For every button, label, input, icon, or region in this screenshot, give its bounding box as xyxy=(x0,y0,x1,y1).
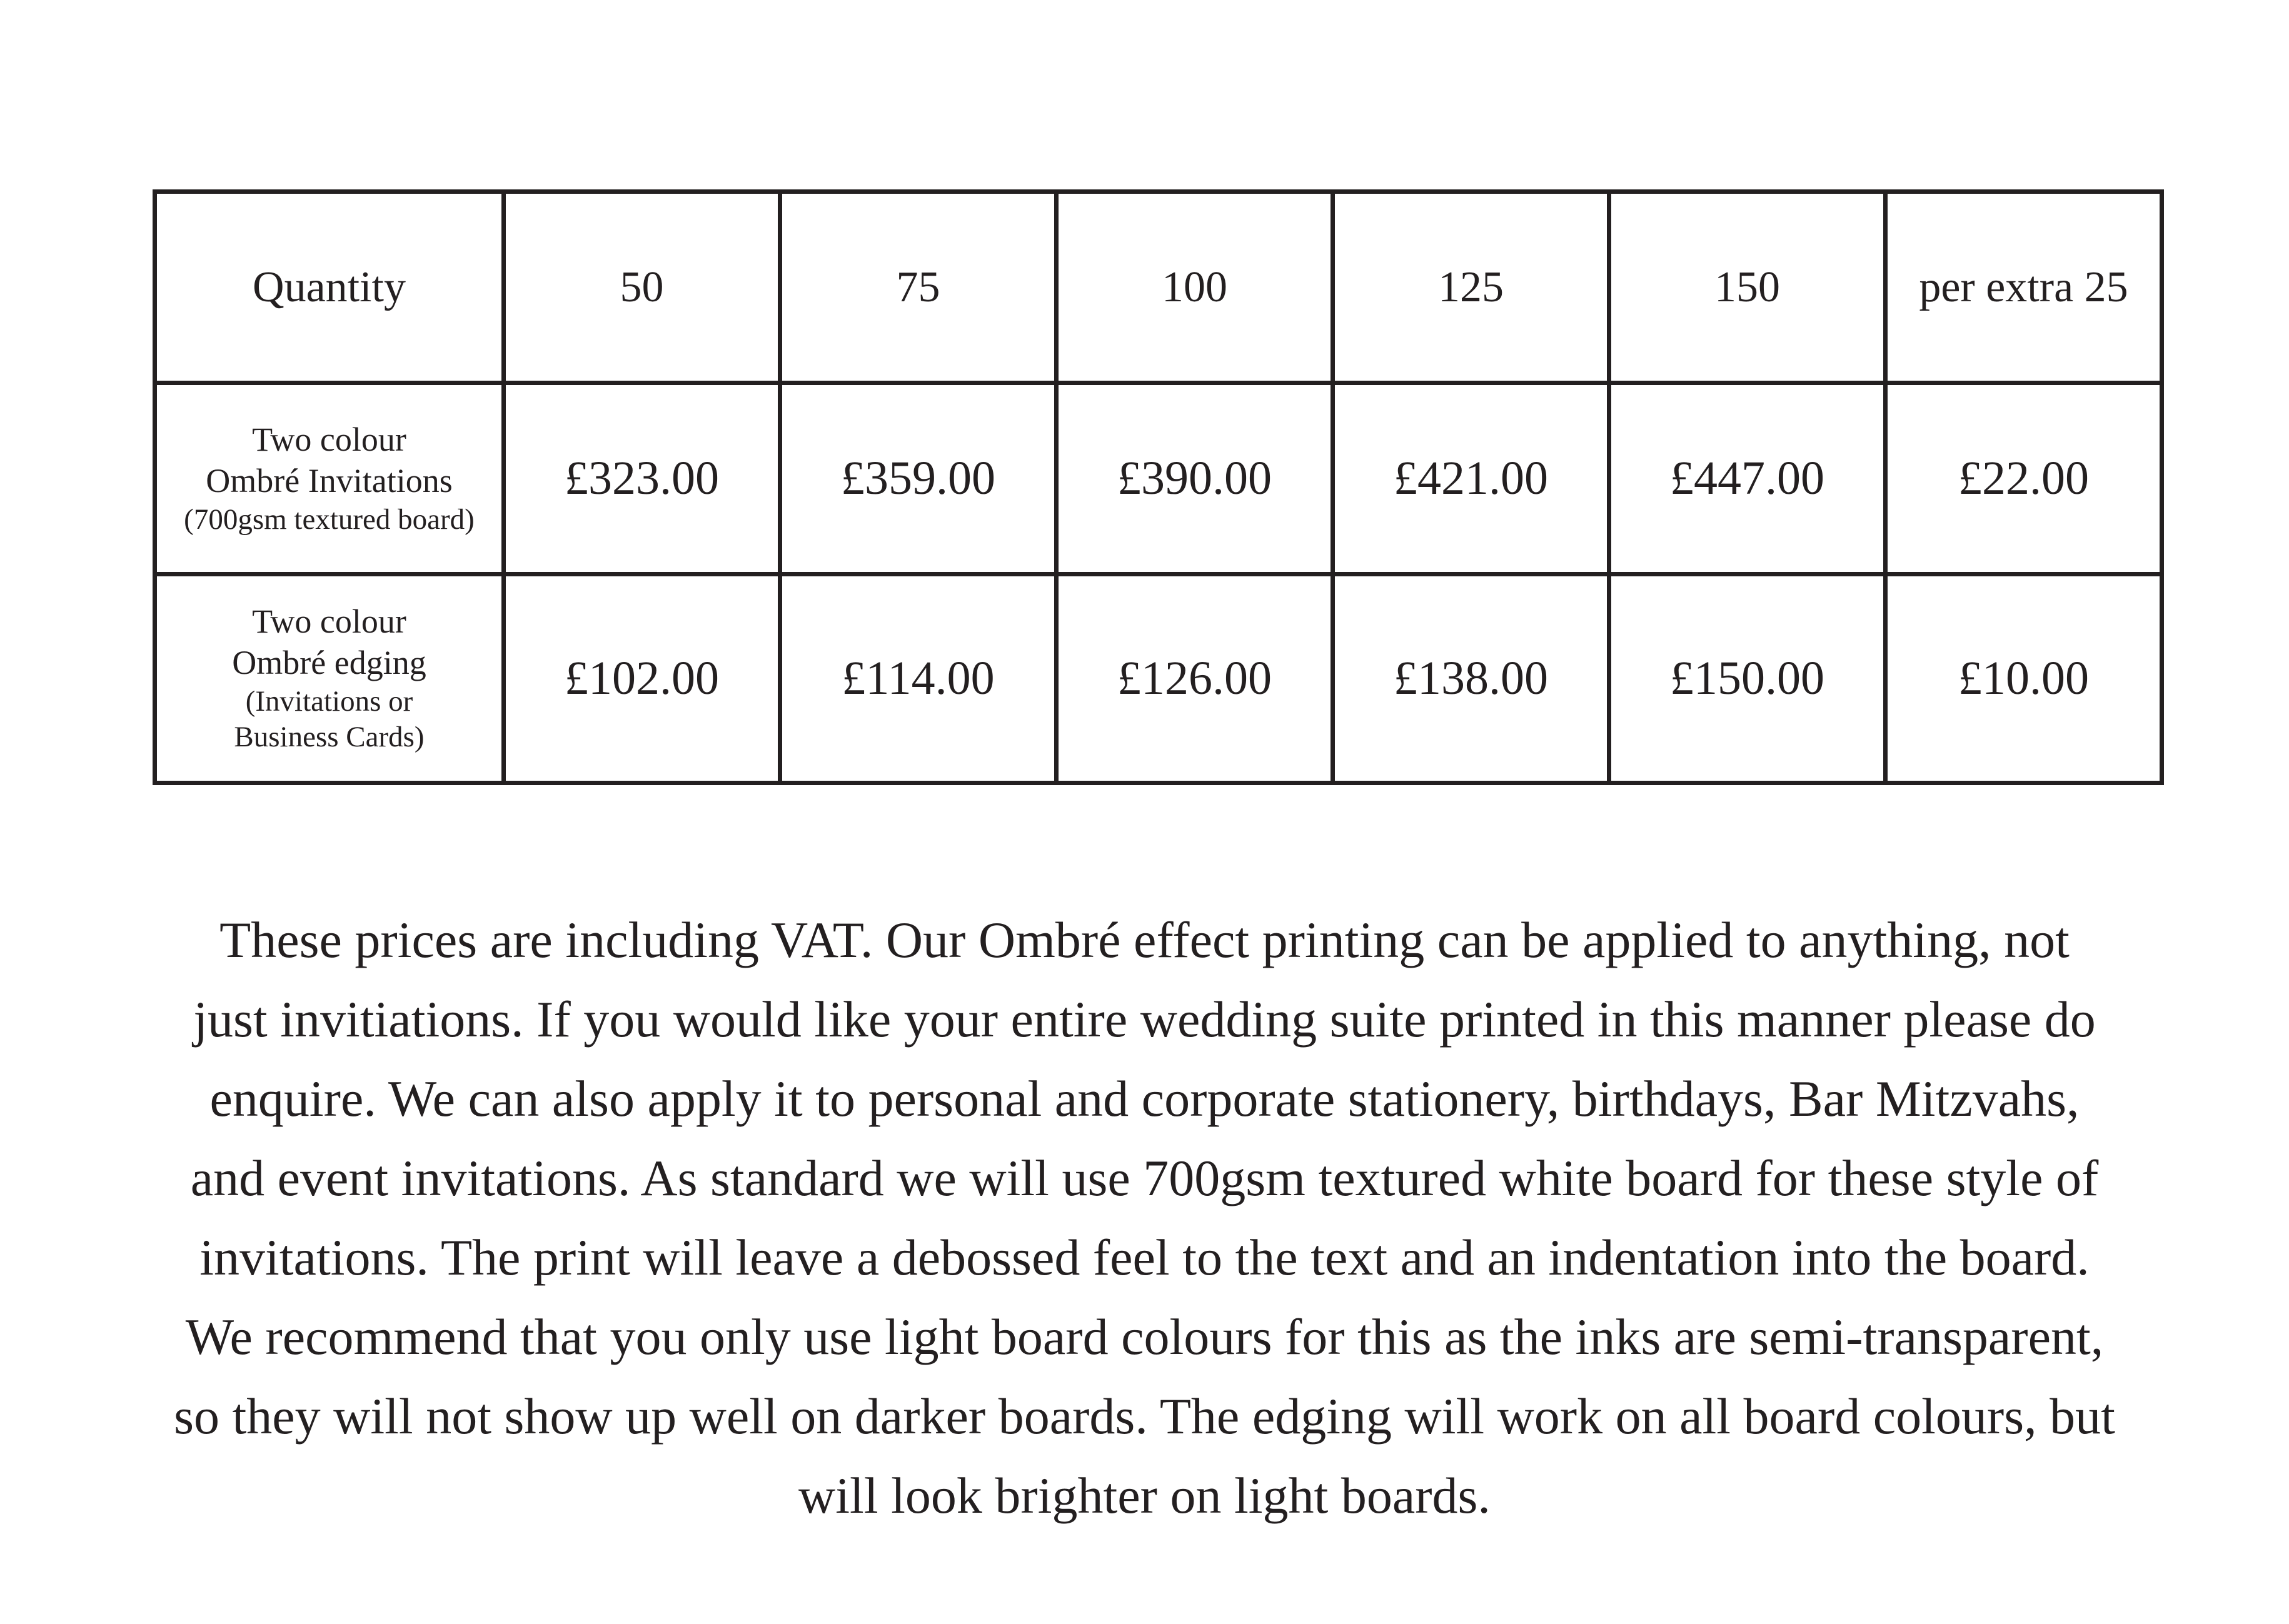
quantity-125: 125 xyxy=(1333,192,1609,383)
price-cell: £10.00 xyxy=(1886,574,2162,783)
pricing-description xyxy=(125,900,2164,1535)
price-cell: £390.00 xyxy=(1057,383,1333,574)
price-cell: £421.00 xyxy=(1333,383,1609,574)
price-cell: £138.00 xyxy=(1333,574,1609,783)
description-line: just invitiations. If you would like your entire wedding suite printed in this manner please do xyxy=(193,991,2096,1048)
price-cell: £359.00 xyxy=(780,383,1057,574)
price-cell: £22.00 xyxy=(1886,383,2162,574)
row-label-note: (Invitations or xyxy=(245,685,413,718)
price-cell: £126.00 xyxy=(1057,574,1333,783)
price-cell: £323.00 xyxy=(504,383,780,574)
table-row-ombre-edging xyxy=(155,574,2162,783)
row-label-line: Ombré edging xyxy=(232,644,426,682)
quantity-per-extra-25: per extra 25 xyxy=(1886,192,2162,383)
row-label-line: Two colour xyxy=(252,420,406,458)
row-label-line: Two colour xyxy=(252,603,406,641)
quantity-150: 150 xyxy=(1609,192,1886,383)
price-cell: £150.00 xyxy=(1609,574,1886,783)
quantity-50: 50 xyxy=(504,192,780,383)
quantity-100: 100 xyxy=(1057,192,1333,383)
table-header-row xyxy=(155,192,2162,383)
price-cell: £114.00 xyxy=(780,574,1057,783)
price-cell: £447.00 xyxy=(1609,383,1886,574)
description-line: so they will not show up well on darker boards. The edging will work on all board colours, but xyxy=(174,1388,2115,1445)
pricing-table xyxy=(153,189,2164,785)
row-label-line: Ombré Invitations xyxy=(206,461,453,499)
row-label-ombre-edging xyxy=(155,574,504,783)
price-cell: £102.00 xyxy=(504,574,780,783)
description-line: will look brighter on light boards. xyxy=(798,1467,1491,1524)
description-line: enquire. We can also apply it to personal and corporate stationery, birthdays, Bar Mitzvahs, xyxy=(209,1070,2080,1127)
description-line: invitations. The print will leave a debossed feel to the text and an indentation into the board. xyxy=(199,1229,2090,1286)
quantity-75: 75 xyxy=(780,192,1057,383)
row-label-note: Business Cards) xyxy=(234,721,425,754)
table-row-ombre-invitations xyxy=(155,383,2162,574)
row-label-ombre-invitations xyxy=(155,383,504,574)
quantity-header: Quantity xyxy=(155,192,504,383)
row-label-note: (700gsm textured board) xyxy=(184,503,475,536)
description-line: and event invitations. As standard we will use 700gsm textured white board for these style of xyxy=(190,1150,2099,1206)
description-line: These prices are including VAT. Our Ombré effect printing can be applied to anything, not xyxy=(219,911,2070,968)
description-line: We recommend that you only use light board colours for this as the inks are semi-transparent, xyxy=(185,1308,2104,1365)
